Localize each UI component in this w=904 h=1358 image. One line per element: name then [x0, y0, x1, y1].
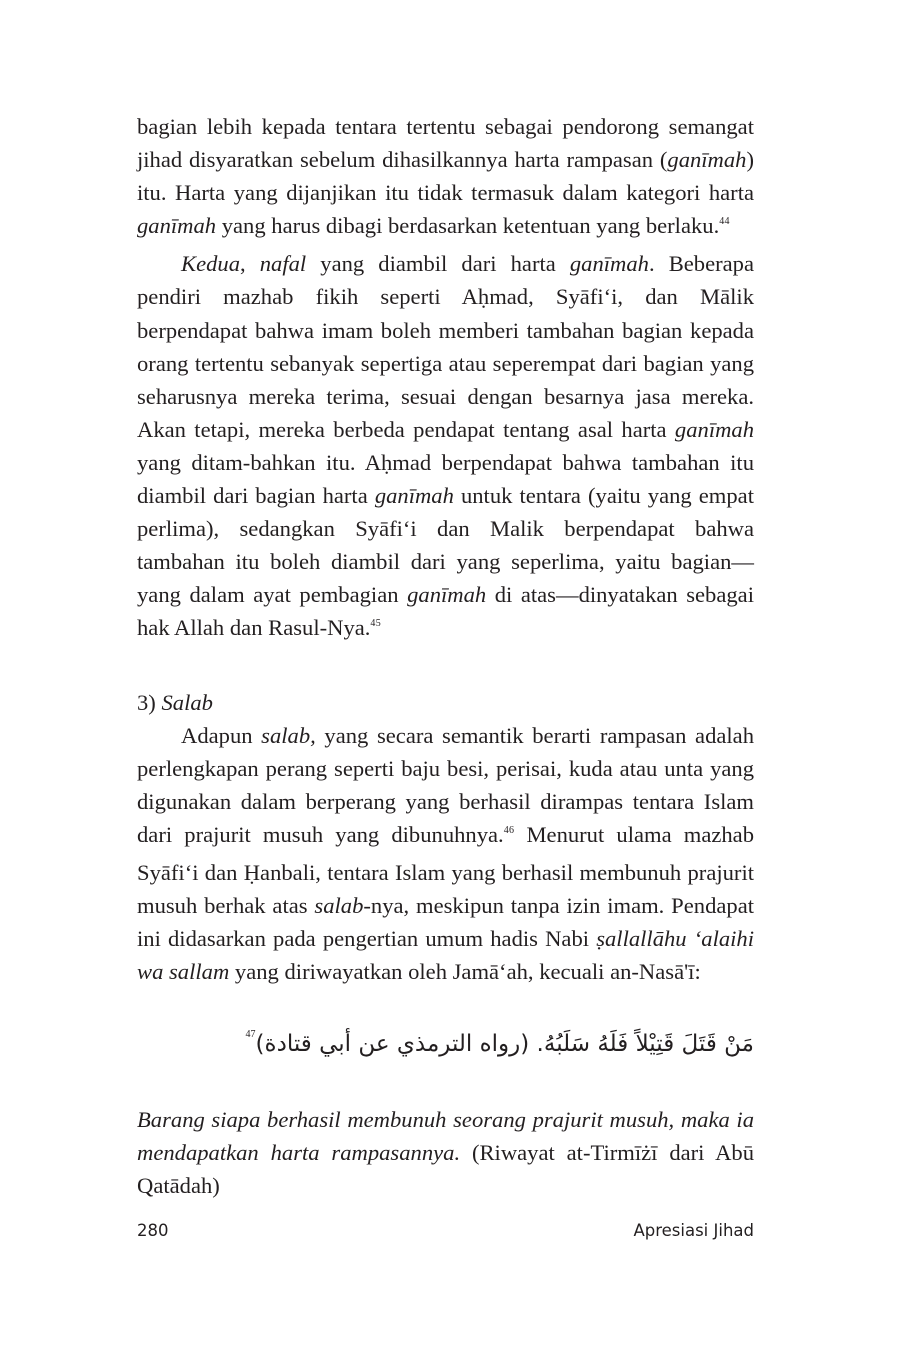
- section-heading: [137, 686, 754, 719]
- italic-term: Kedua: [181, 251, 240, 277]
- text: untuk tentara (yaitu yang empat perlima), sedangkan Syāfi‘i dan Malik berpendapat bahwa tambahan itu boleh diambil dari yang seperlima, yaitu bagian—yang dalam ayat pembagian: [137, 483, 754, 608]
- footnote-ref[interactable]: 47: [245, 1029, 256, 1041]
- running-title: Apresiasi Jihad: [633, 1221, 754, 1240]
- paragraph-nafal: [137, 247, 754, 649]
- italic-term: ṣallallāhu ‘alaihi wa sallam: [137, 926, 754, 985]
- text: di atas—dinyatakan sebagai hak Allah dan Rasul-Nya.: [137, 582, 754, 641]
- text: yang secara semantik berarti rampasan adalah perlengkapan perang seperti baju besi, perisai, kuda atau unta yang digunakan dalam berperang yang berhasil dirampas tentara Islam dari prajurit musuh yang dibunuhnya.: [137, 722, 754, 847]
- text: yang diambil dari harta: [306, 251, 570, 277]
- italic-term: ganīmah: [137, 213, 217, 239]
- paragraph-continuation: [137, 110, 754, 247]
- italic-term: salab: [314, 893, 364, 919]
- hadith-arabic: [137, 1024, 754, 1069]
- paragraph-salab: [137, 719, 754, 989]
- text: yang harus dibagi berdasarkan ketentuan yang berlaku.: [216, 213, 720, 239]
- italic-term: ganīmah: [407, 582, 487, 608]
- italic-term: ganīmah: [667, 147, 747, 173]
- footnote-ref[interactable]: 44: [719, 216, 730, 228]
- translation-source: (Riwayat at-Tirmīżī dari Abū Qatādah): [137, 1140, 754, 1199]
- hadith-translation: [137, 1103, 754, 1202]
- footnote-ref[interactable]: 46: [503, 824, 515, 836]
- text: yang diriwayatkan oleh Jamā‘ah, kecuali an-Nasā'ī:: [229, 959, 701, 985]
- arabic-text: مَنْ قَتَلَ قَتِيْلاً فَلَهُ سَلَبُهُ. (رواه الترمذي عن أبي قتادة): [255, 1031, 754, 1058]
- text: bagian lebih kepada tentara tertentu sebagai pendorong semangat jihad disyaratkan sebelum dihasilkannya harta rampasan (: [137, 114, 754, 173]
- text: -nya, meskipun tanpa izin imam. Pendapat ini didasarkan pada pengertian umum hadis Nabi: [137, 893, 754, 952]
- italic-term: salab,: [261, 722, 316, 748]
- footnote-ref[interactable]: 45: [370, 618, 382, 630]
- text: yang ditam-bahkan itu. Aḥmad berpendapat bahwa tambahan itu diambil dari bagian harta: [137, 449, 754, 509]
- text: . Beberapa pendiri mazhab fikih seperti Aḥmad, Syāfi‘i, dan Mālik berpendapat bahwa imam boleh memberi tambahan bagian kepada orang tertentu sebanyak sepertiga atau seperempat dari bagian yang seharusnya mereka terima, sesuai dengan besarnya jasa mereka. Akan tetapi, mereka berbeda pendapat tentang asal harta: [137, 251, 754, 442]
- page-body: [137, 110, 754, 1202]
- section-number: 3): [137, 689, 162, 715]
- text: Adapun: [181, 722, 262, 748]
- text: ) itu. Harta yang dijanjikan itu tidak termasuk dalam kategori harta: [137, 147, 754, 206]
- italic-term: ganīmah: [569, 251, 649, 277]
- italic-term: nafal: [259, 251, 307, 277]
- section-title: Salab: [161, 689, 213, 715]
- italic-term: ganīmah: [674, 416, 754, 442]
- translation-italic: Barang siapa berhasil membunuh seorang prajurit musuh, maka ia mendapatkan harta rampasannya.: [137, 1107, 754, 1166]
- page-number: 280: [137, 1221, 169, 1240]
- italic-term: ganīmah: [374, 483, 454, 509]
- text: Menurut ulama mazhab Syāfi‘i dan Ḥanbali, tentara Islam yang berhasil membunuh prajurit musuh berhak atas: [137, 821, 754, 919]
- text: ,: [240, 251, 260, 277]
